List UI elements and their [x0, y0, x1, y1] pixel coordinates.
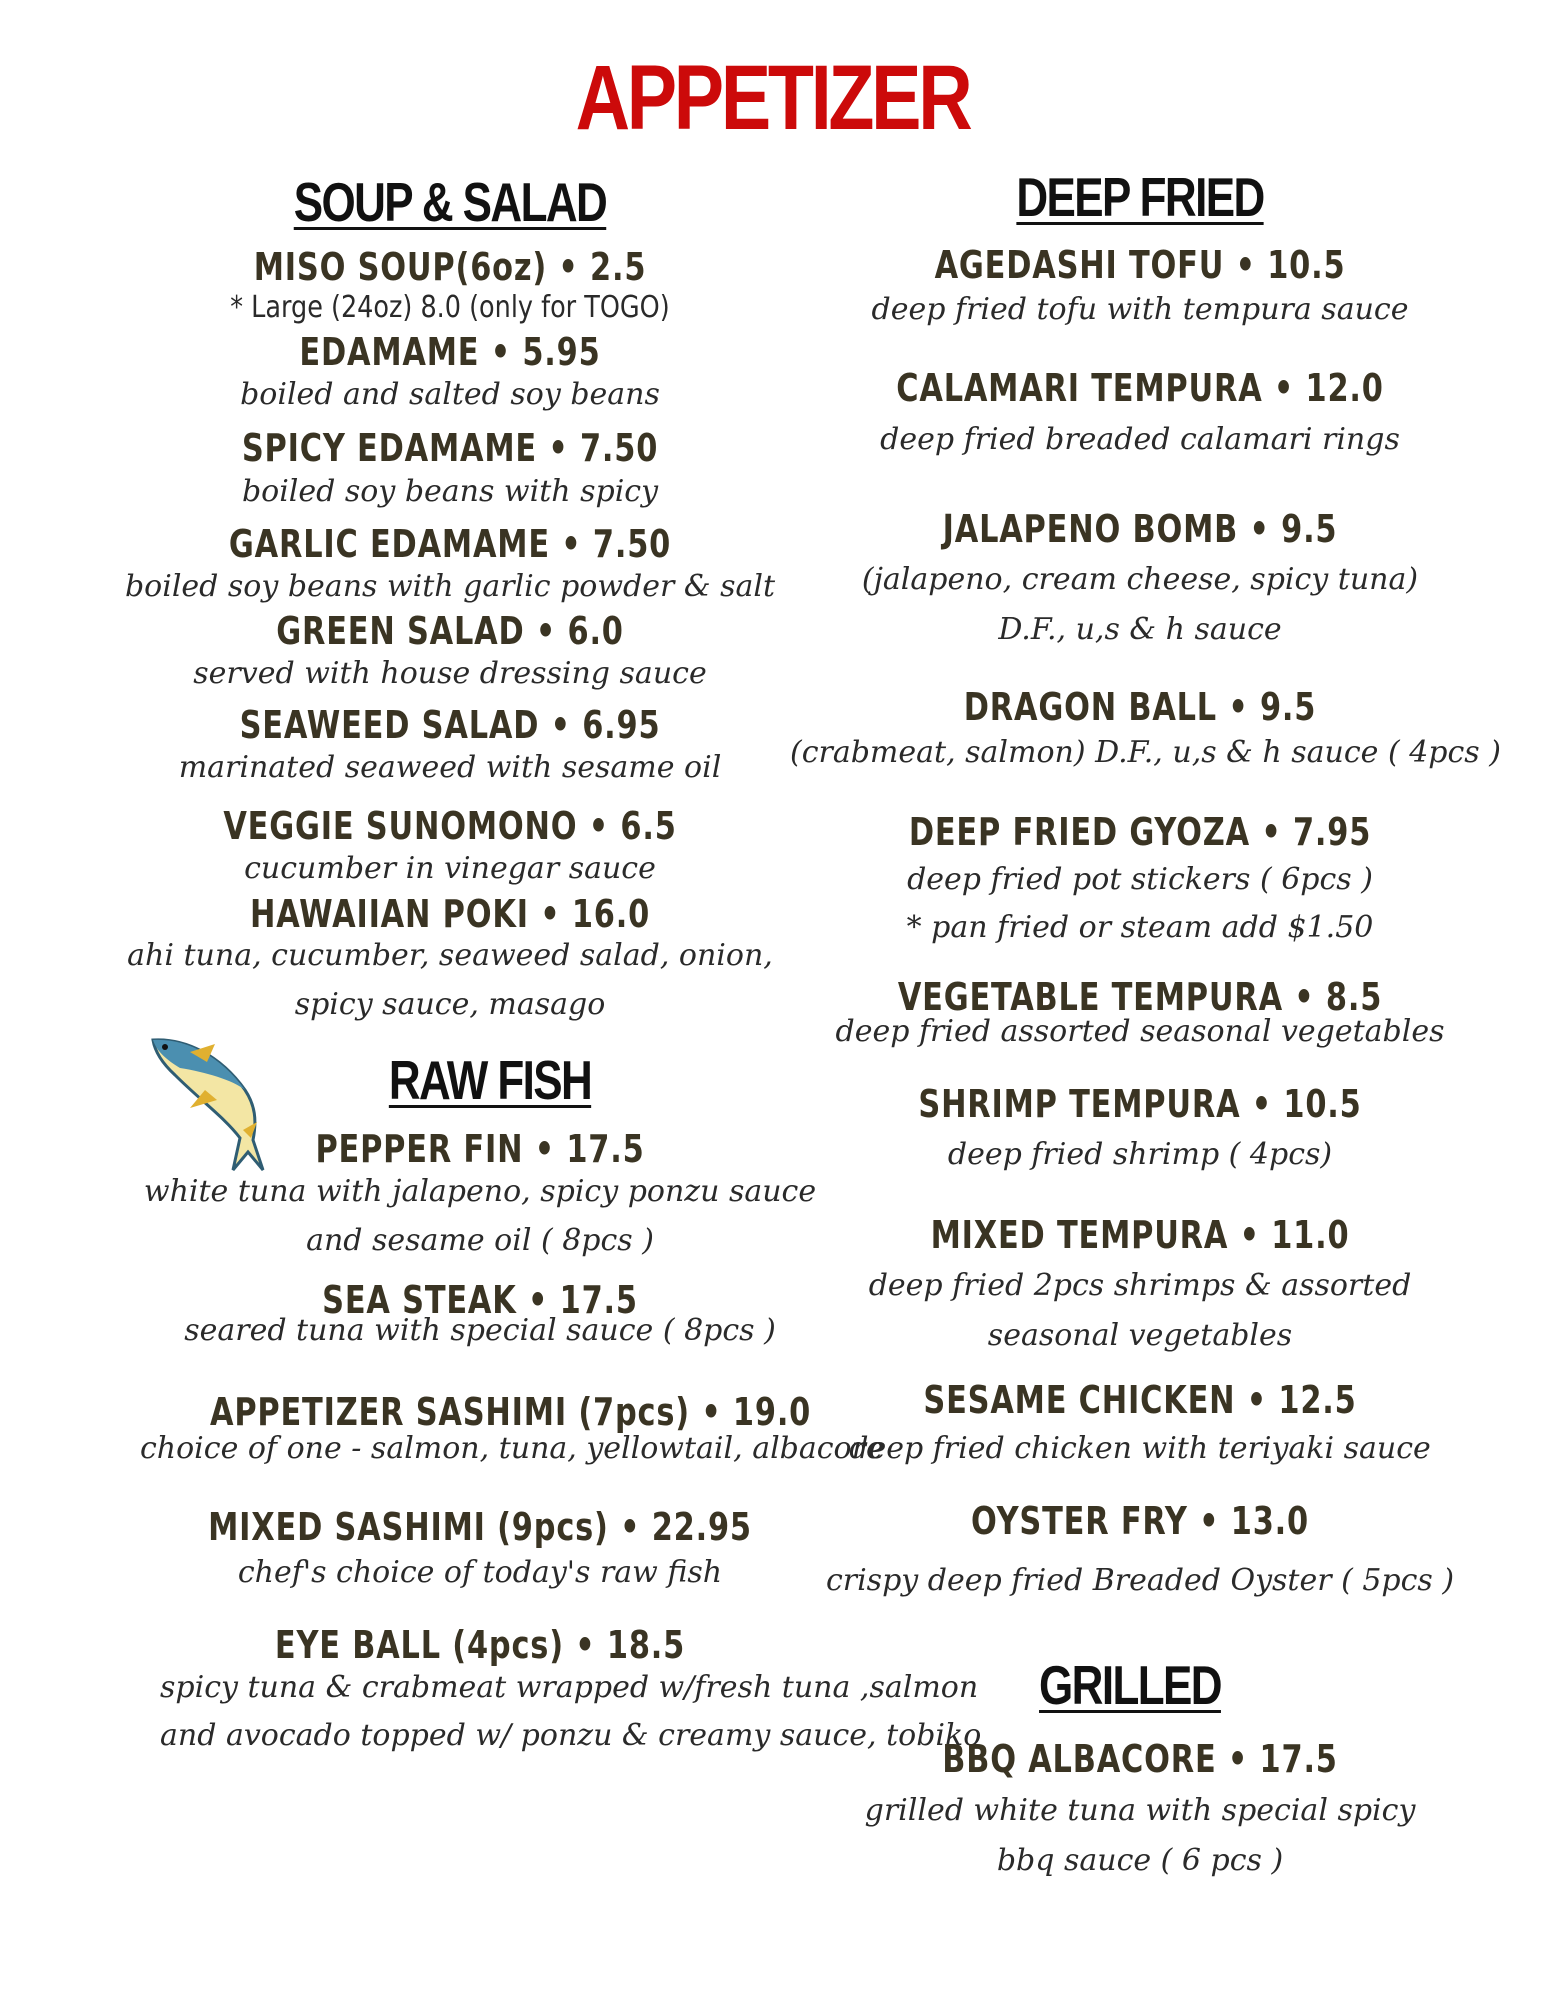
menu-item-desc-line2: bbq sauce ( 6 pcs ) — [996, 1843, 1284, 1878]
menu-item-desc-line2: seasonal vegetables — [987, 1318, 1293, 1353]
menu-item-desc: cucumber in vinegar sauce — [244, 851, 656, 886]
menu-item-desc: grilled white tuna with special spicy — [864, 1793, 1416, 1828]
menu-item-name: DRAGON BALL • 9.5 — [963, 685, 1317, 729]
tuna-fish-icon — [145, 1030, 285, 1180]
menu-item-desc: (crabmeat, salmon) D.F., u,s & h sauce ( 4pcs ) — [790, 735, 1501, 770]
menu-item-desc: boiled and salted soy beans — [240, 377, 660, 412]
menu-item-desc: served with house dressing sauce — [193, 656, 707, 691]
menu-item-name: CALAMARI TEMPURA • 12.0 — [896, 366, 1384, 410]
menu-item-desc-line2: D.F., u,s & h sauce — [998, 612, 1282, 647]
menu-item-name: GREEN SALAD • 6.0 — [276, 609, 624, 653]
menu-item-name: GARLIC EDAMAME • 7.50 — [228, 522, 672, 566]
menu-item-name: JALAPENO BOMB • 9.5 — [942, 507, 1338, 551]
menu-item-name: HAWAIIAN POKI • 16.0 — [249, 892, 651, 936]
menu-item-desc-line2: and avocado topped w/ ponzu & creamy sauce, tobiko — [160, 1718, 982, 1753]
menu-item-name: VEGETABLE TEMPURA • 8.5 — [897, 975, 1383, 1019]
menu-item-desc: deep fried pot stickers ( 6pcs ) — [907, 862, 1373, 897]
menu-item-name: OYSTER FRY • 13.0 — [971, 1499, 1309, 1543]
menu-item-note: * Large (24oz) 8.0 (only for TOGO) — [230, 290, 670, 325]
menu-item-desc: boiled soy beans with garlic powder & salt — [124, 569, 776, 604]
menu-item-desc: ahi tuna, cucumber, seaweed salad, onion, — [127, 938, 773, 973]
menu-item-desc: deep fried assorted seasonal vegetables — [835, 1014, 1445, 1049]
raw-fish-heading: RAW FISH — [388, 1049, 592, 1111]
menu-item-desc: white tuna with jalapeno, spicy ponzu sauce — [143, 1174, 817, 1209]
menu-item-desc: spicy tuna & crabmeat wrapped w/fresh tuna ,salmon — [160, 1670, 979, 1705]
right-column — [790, 0, 1501, 2000]
menu-item-name: SESAME CHICKEN • 12.5 — [923, 1378, 1357, 1422]
menu-item-name: SHRIMP TEMPURA • 10.5 — [918, 1082, 1362, 1126]
menu-item-name: SEAWEED SALAD • 6.95 — [239, 703, 661, 747]
menu-item-name: MISO SOUP(6oz) • 2.5 — [253, 245, 647, 289]
soup-salad-heading: SOUP & SALAD — [293, 171, 607, 233]
left-column — [100, 0, 982, 2000]
menu-item-desc-line2: * pan fried or steam add $1.50 — [906, 910, 1374, 945]
menu-item-desc: chef's choice of today's raw fish — [237, 1555, 723, 1590]
menu-item-name: DEEP FRIED GYOZA • 7.95 — [908, 810, 1372, 854]
menu-item-desc: choice of one - salmon, tuna, yellowtail, albacore — [140, 1431, 884, 1466]
menu-item-desc: crispy deep fried Breaded Oyster ( 5pcs ) — [825, 1563, 1455, 1598]
grilled-heading: GRILLED — [1039, 1654, 1221, 1716]
menu-item-desc: marinated seaweed with sesame oil — [178, 750, 722, 785]
menu-item-desc: deep fried chicken with teriyaki sauce — [849, 1431, 1431, 1466]
menu-item-name: APPETIZER SASHIMI (7pcs) • 19.0 — [210, 1390, 812, 1434]
menu-item-name: PEPPER FIN • 17.5 — [315, 1127, 645, 1171]
menu-item-desc: seared tuna with special sauce ( 8pcs ) — [184, 1313, 776, 1348]
menu-item-desc: deep fried shrimp ( 4pcs) — [947, 1137, 1333, 1172]
menu-item-name: SEA STEAK • 17.5 — [322, 1278, 638, 1322]
menu-item-name: MIXED TEMPURA • 11.0 — [930, 1213, 1350, 1257]
menu-item-name: MIXED SASHIMI (9pcs) • 22.95 — [208, 1505, 752, 1549]
menu-item-desc: (jalapeno, cream cheese, spicy tuna) — [861, 562, 1419, 597]
menu-item-desc-line2: spicy sauce, masago — [294, 987, 606, 1022]
menu-item-desc: deep fried 2pcs shrimps & assorted — [868, 1268, 1412, 1303]
menu-item-name: BBQ ALBACORE • 17.5 — [942, 1737, 1338, 1781]
menu-item-name: AGEDASHI TOFU • 10.5 — [934, 243, 1346, 287]
menu-item-name: EYE BALL (4pcs) • 18.5 — [274, 1623, 686, 1667]
menu-item-name: SPICY EDAMAME • 7.50 — [241, 426, 659, 470]
menu-item-name: VEGGIE SUNOMONO • 6.5 — [223, 804, 677, 848]
menu-item-desc-line2: and sesame oil ( 8pcs ) — [306, 1223, 654, 1258]
menu-item-desc: deep fried tofu with tempura sauce — [871, 292, 1409, 327]
menu-item-desc: boiled soy beans with spicy — [241, 474, 659, 509]
deep-fried-heading: DEEP FRIED — [1016, 166, 1264, 228]
menu-title: APPETIZER — [575, 47, 970, 149]
menu-item-desc: deep fried breaded calamari rings — [880, 422, 1400, 457]
menu-item-name: EDAMAME • 5.95 — [299, 330, 601, 374]
